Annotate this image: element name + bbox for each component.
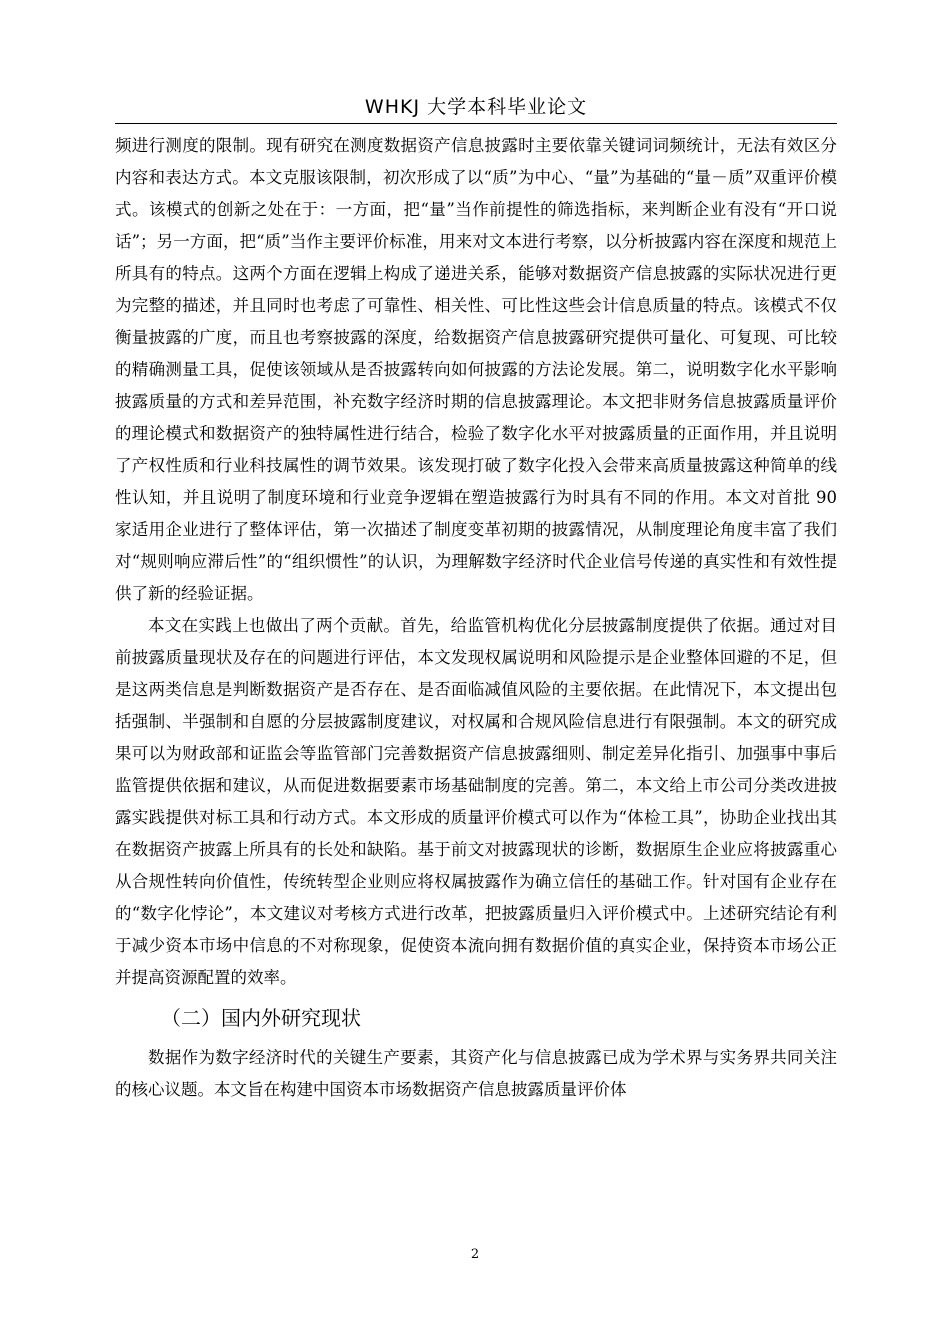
paragraph-practical-contributions: 本文在实践上也做出了两个贡献。首先，给监管机构优化分层披露制度提供了依据。通过对目前披露质量现状及存在的问题进行评估，本文发现权属说明和风险提示是企业整体回避的不足，但是这两类信息是判断数据资产是否存在、是否面临减值风险的主要依据。在此情况下，本文提出包括强制、半强制和自愿的分层披露制度建议，对权属和合规风险信息进行有限强制。本文的研究成果可以为财政部和证监会等监管部门完善数据资产信息披露细则、制定差异化指引、加强事中事后监管提供依据和建议，从而促进数据要素市场基础制度的完善。第二，本文给上市公司分类改进披露实践提供对标工具和行动方式。本文形成的质量评价模式可以作为“体检工具”，协助企业找出其在数据资产披露上所具有的长处和缺陷。基于前文对披露现状的诊断，数据原生企业应将披露重心从合规性转向价值性，传统转型企业则应将权属披露作为确立信任的基础工作。针对国有企业存在的“数字化悖论”，本文建议对考核方式进行改革，把披露质量归入评价模式中。上述研究结论有利于减少资本市场中信息的不对称现象，促使资本流向拥有数据价值的真实企业，保持资本市场公正并提高资源配置的效率。 — [115, 616, 837, 987]
header-rule — [115, 123, 837, 124]
running-header: WHKJ 大学本科毕业论文 — [364, 96, 588, 118]
paragraph-continued: 频进行测度的限制。现有研究在测度数据资产信息披露时主要依靠关键词词频统计，无法有效区分内容和表达方式。本文克服该限制，初次形成了以“质”为中心、“量”为基础的“量－质”双重评价模式。该模式的创新之处在于：一方面，把“量”当作前提性的筛选指标，来判断企业有没有“开口说话”；另一方面，把“质”当作主要评价标准，用来对文本进行考察，以分析披露内容在深度和规范上所具有的特点。这两个方面在逻辑上构成了递进关系，能够对数据资产信息披露的实际状况进行更为完整的描述，并且同时也考虑了可靠性、相关性、可比性这些会计信息质量的特点。该模式不仅衡量披露的广度，而且也考察披露的深度，给数据资产信息披露研究提供可量化、可复现、可比较的精确测量工具，促使该领域从是否披露转向如何披露的方法论发展。第二，说明数字化水平影响披露质量的方式和差异范围，补充数字经济时期的信息披露理论。本文把非财务信息披露质量评价的理论模式和数据资产的独特属性进行结合，检验了数字化水平对披露质量的正面作用，并且说明了产权性质和行业科技属性的调节效果。该发现打破了数字化投入会带来高质量披露这种简单的线性认知，并且说明了制度环境和行业竞争逻辑在塑造披露行为时具有不同的作用。本文对首批 90 家适用企业进行了整体评估，第一次描述了制度变革初期的披露情况，从制度理论角度丰富了我们对“规则响应滞后性”的“组织惯性”的认识，为理解数字经济时代企业信号传递的真实性和有效性提供了新的经验证据。 — [115, 136, 837, 603]
paragraph-research-status: 数据作为数字经济时代的关键生产要素，其资产化与信息披露已成为学术界与实务界共同关注的核心议题。本文旨在构建中国资本市场数据资产信息披露质量评价体 — [115, 1048, 837, 1099]
section-heading: （二）国内外研究现状 — [161, 1006, 361, 1030]
page-body — [115, 130, 837, 1106]
page-number: 2 — [470, 1247, 480, 1262]
